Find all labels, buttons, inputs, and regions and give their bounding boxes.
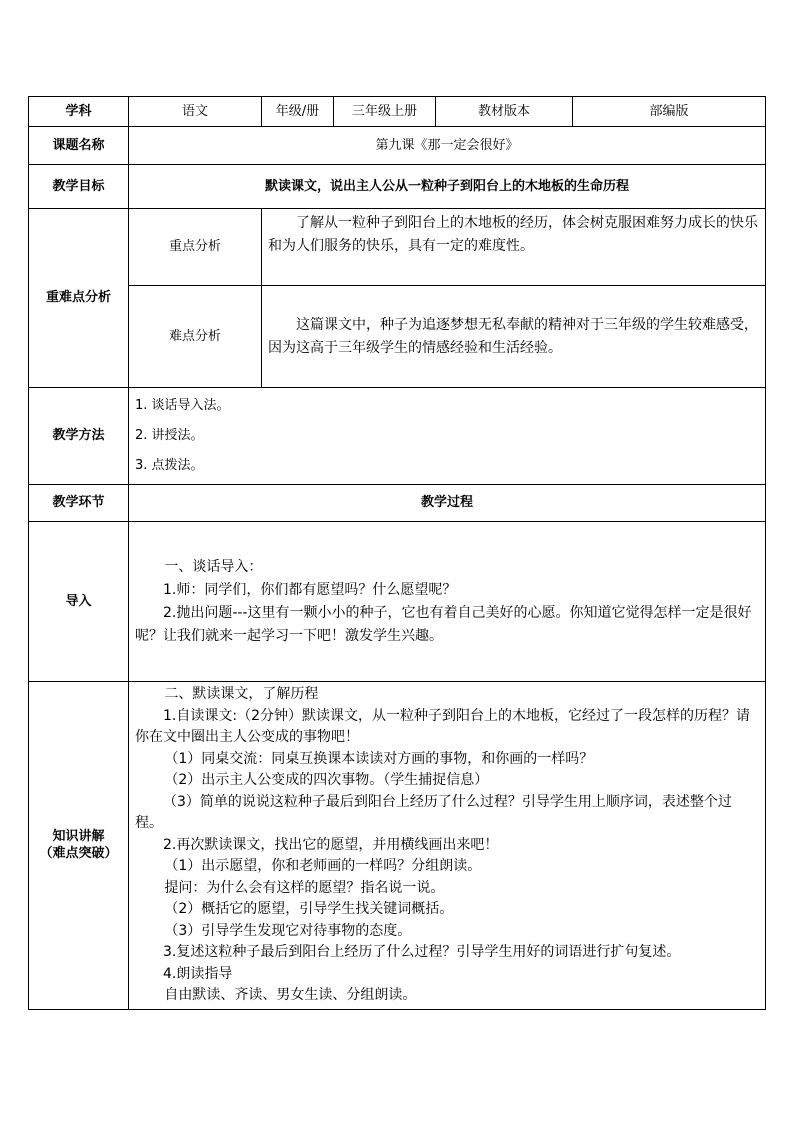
- goal-text: 默读课文，说出主人公从一粒种子到阳台上的木地板的生命历程: [129, 165, 766, 209]
- hard-analysis-row: [29, 286, 766, 388]
- knowledge-row: [29, 682, 766, 1010]
- methods-list: [129, 391, 765, 481]
- key-label: 重点分析: [129, 209, 262, 286]
- intro-label: 导入: [29, 522, 129, 682]
- knowledge-line: （3）简单的说说这粒种子最后到阳台上经历了什么过程？引导学生用上顺序词，表述整个过程。: [135, 793, 732, 831]
- hard-text: 这篇课文中，种子为追逐梦想无私奉献的精神对于三年级的学生较难感受，因为这高于三年级学生的情感经验和生活经验。: [268, 316, 758, 356]
- lesson-plan-table: [28, 96, 766, 1010]
- intro-heading: 一、谈话导入：: [164, 558, 263, 575]
- intro-content: [129, 554, 765, 650]
- knowledge-line: 4.朗读指导: [163, 965, 233, 982]
- method-item: 3. 点拨法。: [135, 458, 204, 473]
- knowledge-line: （2）出示主人公变成的四次事物。（学生捕捉信息）: [164, 772, 489, 788]
- edition-value: 部编版: [573, 97, 766, 127]
- stage-label: 教学环节: [29, 485, 129, 522]
- knowledge-line: （3）引导学生发现它对待事物的态度。: [164, 922, 412, 939]
- intro-line: 1.师：同学们，你们都有愿望吗？什么愿望呢？: [163, 581, 457, 598]
- knowledge-sublabel: （难点突破）: [39, 846, 118, 862]
- lesson-row: [29, 127, 766, 165]
- method-item: 1. 谈话导入法。: [135, 398, 230, 413]
- subject-label: 学科: [29, 97, 129, 127]
- methods-label: 教学方法: [29, 388, 129, 485]
- key-analysis-row: [29, 209, 766, 286]
- subject-value: 语文: [129, 97, 262, 127]
- knowledge-line: 3.复述这粒种子最后到阳台上经历了什么过程？引导学生用好的词语进行扩句复述。: [163, 944, 681, 960]
- process-label: 教学过程: [129, 485, 766, 522]
- lesson-label: 课题名称: [29, 127, 129, 165]
- goal-label: 教学目标: [29, 165, 129, 209]
- analysis-label: 重难点分析: [29, 209, 129, 388]
- knowledge-content: [129, 682, 765, 1009]
- hard-label: 难点分析: [129, 286, 262, 388]
- key-text: 了解从一粒种子到阳台上的木地板的经历，体会树克服困难努力成长的快乐和为人们服务的快乐，具有一定的难度性。: [268, 215, 758, 254]
- knowledge-heading: 二、默读课文，了解历程: [164, 686, 319, 702]
- edition-label: 教材版本: [436, 97, 573, 127]
- intro-line: 2.抛出问题---这里有一颗小小的种子，它也有着自己美好的心愿。你知道它觉得怎样一定是很好呢？让我们就来一起学习一下吧！激发学生兴趣。: [135, 604, 752, 644]
- method-item: 2. 讲授法。: [135, 428, 204, 443]
- header-row: [29, 97, 766, 127]
- knowledge-line: （2）概括它的愿望，引导学生找关键词概括。: [164, 901, 454, 917]
- lesson-title: 第九课《那一定会很好》: [129, 127, 766, 165]
- grade-label: 年级/册: [262, 97, 334, 127]
- methods-row: [29, 388, 766, 485]
- knowledge-line: （1）出示愿望，你和老师画的一样吗？分组朗读。: [164, 858, 482, 874]
- goal-row: [29, 165, 766, 209]
- intro-row: [29, 522, 766, 682]
- process-header-row: [29, 485, 766, 522]
- knowledge-line: 2.再次默读课文，找出它的愿望，并用横线画出来吧！: [163, 836, 499, 853]
- knowledge-line: （1）同桌交流：同桌互换课本读读对方画的事物，和你画的一样吗？: [164, 750, 594, 767]
- knowledge-label: 知识讲解: [52, 828, 105, 844]
- knowledge-line: 提问：为什么会有这样的愿望？指名说一说。: [164, 879, 445, 896]
- knowledge-line: 1.自读课文:（2分钟）默读课文，从一粒种子到阳台上的木地板，它经过了一段怎样的历程？请你在文中圈出主人公变成的事物吧！: [135, 707, 750, 745]
- knowledge-line: 自由默读、齐读、男女生读、分组朗读。: [164, 987, 417, 1003]
- grade-value: 三年级上册: [334, 97, 436, 127]
